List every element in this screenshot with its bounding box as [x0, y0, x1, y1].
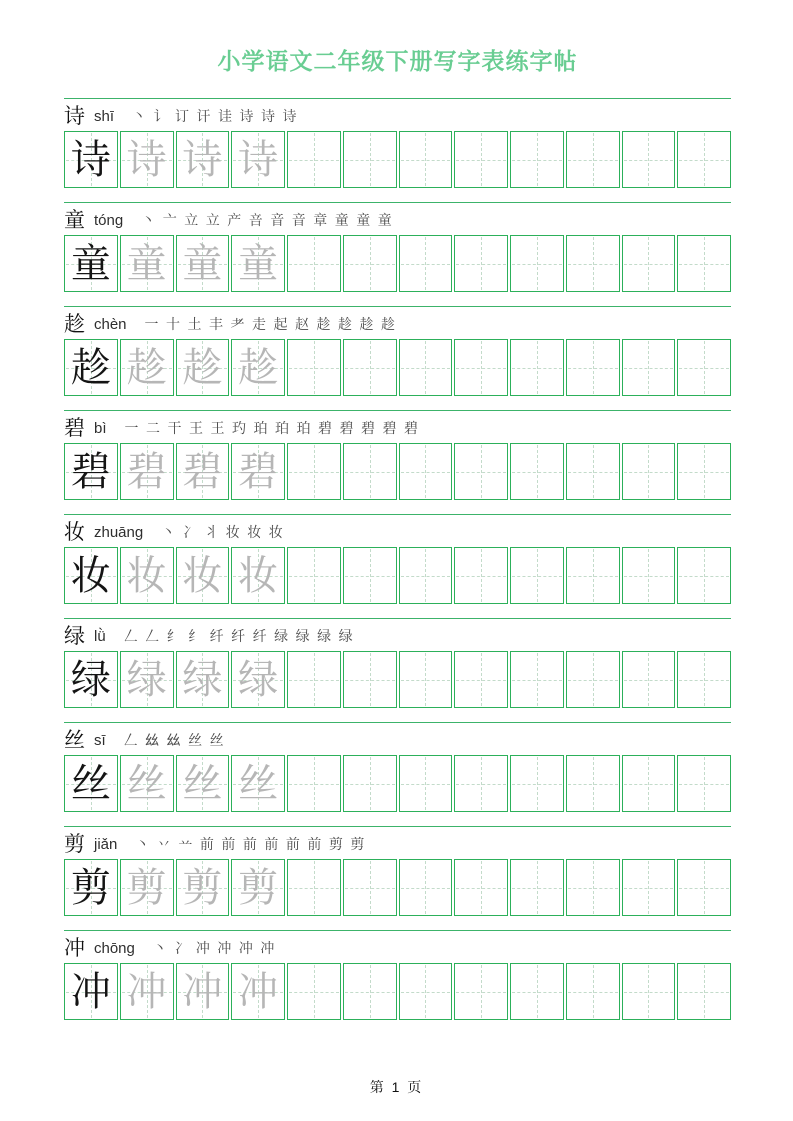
practice-cell — [64, 859, 118, 916]
row-separator-line — [64, 410, 731, 411]
traced-character: 绿 — [182, 656, 223, 702]
model-character: 妆 — [70, 552, 111, 598]
practice-grid — [64, 547, 731, 604]
practice-cell — [64, 547, 118, 604]
traced-character: 碧 — [182, 448, 223, 494]
row-pinyin: sī — [94, 731, 106, 749]
practice-cell — [176, 235, 230, 292]
practice-cell — [454, 131, 508, 188]
practice-cell — [454, 859, 508, 916]
model-character: 丝 — [70, 760, 111, 806]
row-pinyin: jiǎn — [94, 835, 118, 853]
practice-cell — [399, 235, 453, 292]
row-character: 童 — [64, 207, 85, 232]
practice-row — [64, 514, 731, 604]
practice-cell — [64, 651, 118, 708]
practice-cell — [120, 755, 174, 812]
practice-cell — [677, 963, 731, 1020]
practice-cell — [287, 651, 341, 708]
stroke-order-sequence: 丶 讠 订 讦 诖 诗 诗 诗 — [132, 110, 299, 125]
practice-cell — [677, 131, 731, 188]
traced-character: 妆 — [238, 552, 279, 598]
practice-cell — [677, 235, 731, 292]
practice-cell — [120, 339, 174, 396]
practice-cell — [399, 131, 453, 188]
traced-character: 丝 — [182, 760, 223, 806]
practice-cell — [510, 859, 564, 916]
practice-cell — [120, 235, 174, 292]
practice-cell — [176, 859, 230, 916]
practice-cell — [677, 547, 731, 604]
row-pinyin: zhuāng — [94, 523, 144, 541]
practice-cell — [120, 131, 174, 188]
practice-cell — [510, 547, 564, 604]
practice-cell — [176, 443, 230, 500]
practice-cell — [510, 339, 564, 396]
practice-cell — [622, 339, 676, 396]
practice-grid — [64, 339, 731, 396]
practice-cell — [399, 339, 453, 396]
practice-cell — [622, 235, 676, 292]
practice-cell — [622, 651, 676, 708]
traced-character: 绿 — [238, 656, 279, 702]
practice-cell — [64, 339, 118, 396]
practice-cell — [566, 131, 620, 188]
traced-character: 剪 — [238, 864, 279, 910]
stroke-order-sequence: 一 十 土 丰 耂 走 起 赵 趁 趁 趁 趁 — [144, 318, 398, 333]
traced-character: 剪 — [182, 864, 223, 910]
practice-cell — [231, 235, 285, 292]
model-character: 趁 — [70, 344, 111, 390]
practice-cell — [287, 547, 341, 604]
practice-cell — [287, 963, 341, 1020]
practice-row — [64, 98, 731, 188]
practice-cell — [566, 547, 620, 604]
row-pinyin: chèn — [94, 315, 127, 333]
stroke-order-sequence: 一 二 干 王 王 玓 珀 珀 珀 碧 碧 碧 碧 碧 — [124, 422, 421, 437]
row-separator-line — [64, 722, 731, 723]
practice-cell — [566, 443, 620, 500]
row-pinyin: shī — [94, 107, 115, 125]
practice-cell — [510, 651, 564, 708]
practice-cell — [566, 755, 620, 812]
model-character: 诗 — [70, 136, 111, 182]
practice-cell — [64, 755, 118, 812]
traced-character: 绿 — [126, 656, 167, 702]
practice-cell — [454, 547, 508, 604]
practice-cell — [231, 443, 285, 500]
traced-character: 趁 — [126, 344, 167, 390]
traced-character: 童 — [126, 240, 167, 286]
practice-cell — [343, 443, 397, 500]
model-character: 剪 — [70, 864, 111, 910]
practice-cell — [399, 963, 453, 1020]
practice-row — [64, 826, 731, 916]
traced-character: 趁 — [182, 344, 223, 390]
row-character: 剪 — [64, 831, 85, 856]
practice-cell — [343, 859, 397, 916]
practice-cell — [454, 235, 508, 292]
page-number: 第 1 页 — [369, 1079, 424, 1095]
practice-cell — [120, 963, 174, 1020]
practice-grid — [64, 235, 731, 292]
stroke-order-sequence: 𠃋 𠃋 纟 纟 纤 纤 纤 绿 绿 绿 绿 — [123, 630, 355, 645]
row-separator-line — [64, 514, 731, 515]
practice-row — [64, 930, 731, 1020]
stroke-order-sequence: 丶 丷 䒑 前 前 前 前 前 前 剪 剪 — [135, 838, 367, 853]
row-header — [64, 727, 731, 753]
practice-cell — [622, 755, 676, 812]
practice-grid — [64, 859, 731, 916]
row-header — [64, 831, 731, 857]
traced-character: 丝 — [126, 760, 167, 806]
traced-character: 碧 — [126, 448, 167, 494]
model-character: 童 — [70, 240, 111, 286]
practice-grid — [64, 443, 731, 500]
practice-row — [64, 618, 731, 708]
practice-row — [64, 410, 731, 500]
traced-character: 冲 — [238, 968, 279, 1014]
row-pinyin: chōng — [94, 939, 135, 957]
practice-row — [64, 202, 731, 292]
practice-cell — [566, 859, 620, 916]
practice-cell — [677, 443, 731, 500]
row-separator-line — [64, 98, 731, 99]
traced-character: 剪 — [126, 864, 167, 910]
page-title: 小学语文二年级下册写字表练字帖 — [217, 48, 578, 74]
row-character: 碧 — [64, 415, 85, 440]
practice-grid — [64, 131, 731, 188]
row-separator-line — [64, 826, 731, 827]
traced-character: 童 — [182, 240, 223, 286]
row-header — [64, 103, 731, 129]
practice-cell — [176, 339, 230, 396]
practice-cell — [677, 859, 731, 916]
practice-cell — [176, 755, 230, 812]
practice-cell — [231, 651, 285, 708]
row-pinyin: tóng — [94, 211, 124, 229]
practice-cell — [399, 859, 453, 916]
row-header — [64, 623, 731, 649]
practice-cell — [510, 235, 564, 292]
traced-character: 丝 — [238, 760, 279, 806]
practice-cell — [231, 547, 285, 604]
practice-cell — [120, 547, 174, 604]
traced-character: 冲 — [182, 968, 223, 1014]
stroke-order-sequence: 丶 冫 冲 冲 冲 冲 — [152, 942, 277, 957]
traced-character: 童 — [238, 240, 279, 286]
row-pinyin: lǜ — [94, 627, 106, 645]
row-pinyin: bì — [94, 419, 107, 437]
row-header — [64, 415, 731, 441]
row-separator-line — [64, 306, 731, 307]
row-separator-line — [64, 202, 731, 203]
practice-cell — [231, 963, 285, 1020]
practice-cell — [176, 963, 230, 1020]
practice-cell — [677, 339, 731, 396]
practice-cell — [120, 443, 174, 500]
practice-cell — [510, 443, 564, 500]
practice-cell — [622, 547, 676, 604]
practice-row — [64, 306, 731, 396]
practice-cell — [343, 131, 397, 188]
practice-cell — [64, 131, 118, 188]
practice-grid — [64, 651, 731, 708]
practice-grid — [64, 755, 731, 812]
traced-character: 冲 — [126, 968, 167, 1014]
practice-cell — [399, 755, 453, 812]
practice-cell — [622, 131, 676, 188]
practice-cell — [120, 651, 174, 708]
row-separator-line — [64, 930, 731, 931]
practice-cell — [622, 859, 676, 916]
practice-cell — [622, 963, 676, 1020]
practice-cell — [231, 859, 285, 916]
practice-cell — [176, 547, 230, 604]
practice-cell — [454, 651, 508, 708]
row-header — [64, 519, 731, 545]
practice-cell — [231, 755, 285, 812]
practice-cell — [343, 963, 397, 1020]
row-header — [64, 207, 731, 233]
practice-cell — [287, 235, 341, 292]
model-character: 碧 — [70, 448, 111, 494]
stroke-order-sequence: 丶 亠 立 立 产 咅 音 音 章 童 童 童 — [141, 214, 394, 229]
practice-cell — [510, 755, 564, 812]
practice-cell — [622, 443, 676, 500]
practice-cell — [287, 859, 341, 916]
practice-cell — [343, 651, 397, 708]
practice-cell — [287, 443, 341, 500]
traced-character: 碧 — [238, 448, 279, 494]
practice-cell — [343, 755, 397, 812]
practice-cell — [287, 131, 341, 188]
row-character: 趁 — [64, 311, 85, 336]
practice-cell — [566, 339, 620, 396]
traced-character: 诗 — [126, 136, 167, 182]
practice-cell — [343, 235, 397, 292]
row-header — [64, 311, 731, 337]
practice-cell — [454, 443, 508, 500]
practice-cell — [399, 443, 453, 500]
practice-cell — [231, 131, 285, 188]
practice-cell — [510, 963, 564, 1020]
practice-cell — [454, 755, 508, 812]
practice-cell — [176, 131, 230, 188]
practice-cell — [287, 755, 341, 812]
traced-character: 妆 — [182, 552, 223, 598]
practice-cell — [399, 651, 453, 708]
practice-cell — [343, 339, 397, 396]
practice-grid — [64, 963, 731, 1020]
practice-cell — [64, 963, 118, 1020]
practice-cell — [343, 547, 397, 604]
traced-character: 诗 — [182, 136, 223, 182]
stroke-order-sequence: 𠃋 𢆶 𢆶 丝 丝 — [123, 734, 226, 749]
row-character: 妆 — [64, 519, 85, 544]
practice-cell — [510, 131, 564, 188]
practice-cell — [64, 235, 118, 292]
model-character: 冲 — [70, 968, 111, 1014]
practice-cell — [287, 339, 341, 396]
practice-cell — [231, 339, 285, 396]
practice-rows-container — [64, 98, 731, 1020]
model-character: 绿 — [70, 656, 111, 702]
stroke-order-sequence: 丶 冫 丬 妆 妆 妆 — [161, 526, 285, 541]
row-character: 诗 — [64, 103, 85, 128]
row-character: 丝 — [64, 727, 85, 752]
traced-character: 诗 — [238, 136, 279, 182]
practice-row — [64, 722, 731, 812]
practice-cell — [566, 651, 620, 708]
practice-cell — [677, 651, 731, 708]
practice-cell — [566, 963, 620, 1020]
row-header — [64, 935, 731, 961]
practice-cell — [454, 963, 508, 1020]
row-character: 冲 — [64, 935, 85, 960]
row-separator-line — [64, 618, 731, 619]
practice-cell — [399, 547, 453, 604]
practice-cell — [454, 339, 508, 396]
practice-cell — [677, 755, 731, 812]
practice-cell — [64, 443, 118, 500]
practice-cell — [176, 651, 230, 708]
practice-cell — [120, 859, 174, 916]
traced-character: 妆 — [126, 552, 167, 598]
practice-cell — [566, 235, 620, 292]
row-character: 绿 — [64, 623, 85, 648]
traced-character: 趁 — [238, 344, 279, 390]
